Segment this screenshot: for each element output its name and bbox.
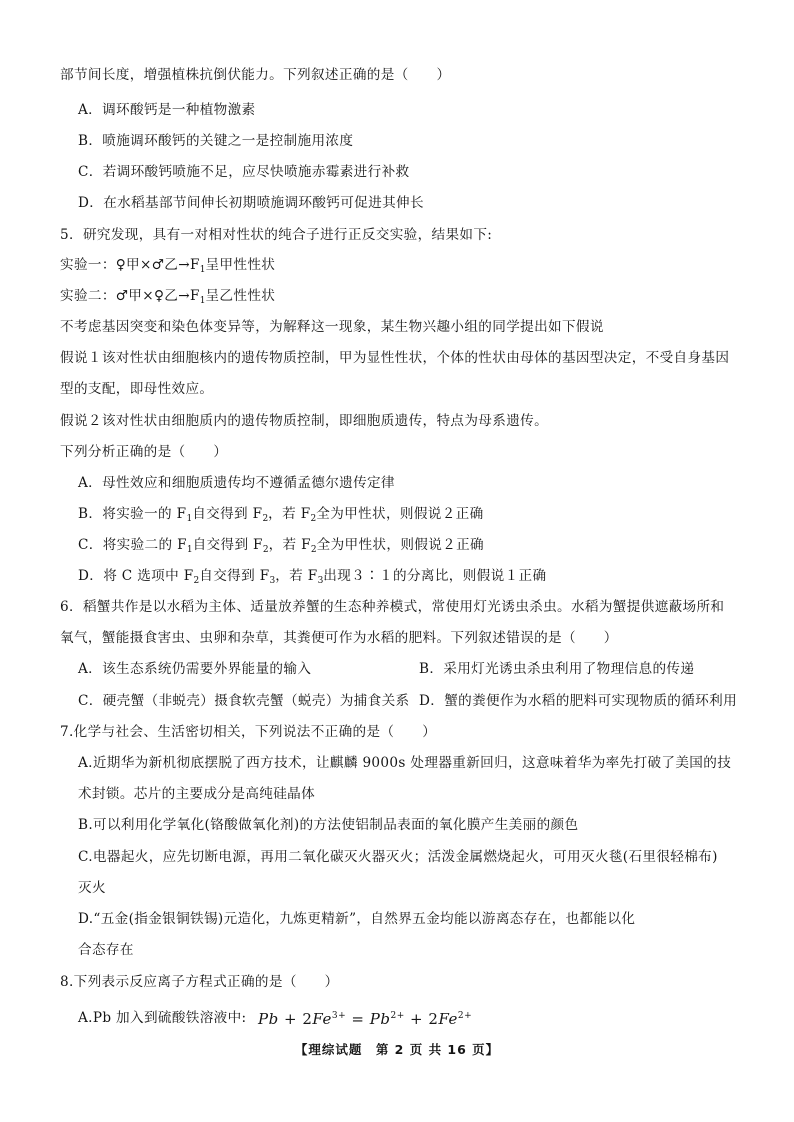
q5-c-sub: 2 <box>310 545 317 555</box>
q8-stem: 8.下列表示反应离子方程式正确的是（ ） <box>60 974 339 990</box>
q5-c-sub: 2 <box>262 545 269 555</box>
q5-b-sub: 1 <box>186 514 193 524</box>
eq-coefficient: 2 <box>428 1010 439 1028</box>
q7-option-c-line2: 灭火 <box>78 880 106 896</box>
eq-term: Fe <box>438 1010 458 1028</box>
q5-hypothesis-1-line2: 型的支配，即母性效应。 <box>60 381 214 397</box>
q5-option-a: A．母性效应和细胞质遗传均不遵循孟德尔遗传定律 <box>78 475 395 491</box>
page-footer: 【理综试题 第 2 页 共 16 页】 <box>294 1042 500 1057</box>
q5-b-sub: 2 <box>262 514 269 524</box>
eq-coefficient: 2 <box>302 1010 313 1028</box>
q5-d-part: ，若 F <box>275 568 318 584</box>
q6-option-c: C．硬壳蟹（非蜕壳）摄食软壳蟹（蜕壳）为捕食关系 <box>78 693 410 709</box>
q5-exp1-result: 呈甲性性状 <box>205 257 276 273</box>
q6-stem-line2: 氧气，蟹能摄食害虫、虫卵和杂草，其粪便可作为水稻的肥料。下列叙述错误的是（ ） <box>60 630 618 646</box>
q7-option-a-line2: 术封锁。芯片的主要成分是高纯硅晶体 <box>78 786 316 802</box>
q8-option-a-equation <box>258 1007 472 1028</box>
q5-c-part: 自交得到 F <box>192 537 263 553</box>
q5-b-part: B．将实验一的 F <box>78 506 187 522</box>
header-line: 部节间长度，增强植株抗倒伏能力。下列叙述正确的是（ ） <box>60 67 451 83</box>
q5-hypothesis-1-line1: 假说１该对性状由细胞核内的遗传物质控制，甲为显性性状，个体的性状由母体的基因型决定，不受自身基因 <box>60 350 730 366</box>
q4-option-d: D．在水稻基部节间伸长初期喷施调环酸钙可促进其伸长 <box>78 195 424 211</box>
eq-operator: + <box>283 1010 298 1028</box>
q7-option-c-line1: C.电器起火，应先切断电源，再用二氧化碳灭火器灭火；活泼金属燃烧起火，可用灭火毯(石里很轻棉布) <box>78 849 718 865</box>
q5-c-part: 全为甲性状，则假说２正确 <box>316 537 484 553</box>
q5-c-part: C．将实验二的 F <box>78 537 187 553</box>
q5-exp1-sub: 1 <box>199 265 206 275</box>
q4-option-c: C．若调环酸钙喷施不足，应尽快喷施赤霉素进行补救 <box>78 164 410 180</box>
q5-option-b <box>78 505 484 528</box>
q7-option-d-line2: 合态存在 <box>78 942 134 958</box>
q5-hypothesis-2: 假说２该对性状由细胞质内的遗传物质控制，即细胞质遗传，特点为母系遗传。 <box>60 413 549 429</box>
q5-b-part: 自交得到 F <box>192 506 263 522</box>
q5-d-sub: 3 <box>317 576 324 586</box>
q6-option-b: B．采用灯光诱虫杀虫利用了物理信息的传递 <box>419 661 695 677</box>
q5-c-part: ，若 F <box>268 537 311 553</box>
q7-stem: 7.化学与社会、生活密切相关，下列说法不正确的是（ ） <box>60 724 437 740</box>
q5-exp2-result: 呈乙性性状 <box>205 288 276 304</box>
q5-b-part: 全为甲性状，则假说２正确 <box>316 506 484 522</box>
q5-exp2-sub: 1 <box>199 296 206 306</box>
q6-option-a: A．该生态系统仍需要外界能量的输入 <box>78 661 312 677</box>
q5-exp2-text: 实验二：♂甲×♀乙→F <box>60 288 200 304</box>
q6-stem-line1: 6．稻蟹共作是以水稻为主体、适量放养蟹的生态种养模式，常使用灯光诱虫杀虫。水稻为蟹提供遮蔽场所和 <box>60 599 725 615</box>
eq-charge: 3+ <box>331 1011 347 1021</box>
q5-question: 下列分析正确的是（ ） <box>60 444 228 460</box>
q7-option-a-line1: A.近期华为新机彻底摆脱了西方技术，让麒麟 9000s 处理器重新回归，这意味着华为率先打破了美国的技 <box>78 755 732 771</box>
q5-option-d <box>78 567 546 590</box>
eq-operator: + <box>410 1010 424 1028</box>
q6-option-d: D．蟹的粪便作为水稻的肥料可实现物质的循环利用 <box>419 693 738 709</box>
q5-d-part: 出现３∶１的分离比，则假说１正确 <box>323 568 547 584</box>
eq-equals: = <box>351 1010 365 1028</box>
q5-experiment-2 <box>60 287 275 310</box>
eq-charge: 2+ <box>457 1011 473 1021</box>
q5-d-part: D．将 C 选项中 F <box>78 568 194 584</box>
q5-option-c <box>78 536 484 559</box>
q8-option-a-text: A.Pb 加入到硫酸铁溶液中: <box>78 1010 247 1026</box>
q5-c-sub: 1 <box>186 545 193 555</box>
q4-option-a: A．调环酸钙是一种植物激素 <box>78 102 256 118</box>
q5-b-sub: 2 <box>310 514 317 524</box>
q5-d-sub: 2 <box>193 576 200 586</box>
eq-term: Fe <box>312 1010 332 1028</box>
q4-option-b: B．喷施调环酸钙的关键之一是控制施用浓度 <box>78 133 354 149</box>
q5-assumption-intro: 不考虑基因突变和染色体变异等，为解释这一现象，某生物兴趣小组的同学提出如下假说 <box>60 319 604 335</box>
eq-term: Pb <box>369 1010 391 1028</box>
q5-d-part: 自交得到 F <box>199 568 270 584</box>
q5-experiment-1 <box>60 256 275 279</box>
eq-term: Pb <box>258 1010 279 1028</box>
q7-option-d-line1: D.“五金(指金银铜铁锡)元造化，九炼更精新”，自然界五金均能以游离态存在，也都能以化 <box>78 911 636 927</box>
q5-exp1-text: 实验一：♀甲×♂乙→F <box>60 257 200 273</box>
q5-stem: 5．研究发现，具有一对相对性状的纯合子进行正反交实验，结果如下: <box>60 227 493 243</box>
q5-d-sub: 3 <box>269 576 276 586</box>
eq-charge: 2+ <box>390 1011 405 1021</box>
q5-b-part: ，若 F <box>268 506 311 522</box>
q7-option-b: B.可以利用化学氧化(铬酸做氧化剂)的方法使铝制品表面的氧化膜产生美丽的颜色 <box>78 817 579 833</box>
